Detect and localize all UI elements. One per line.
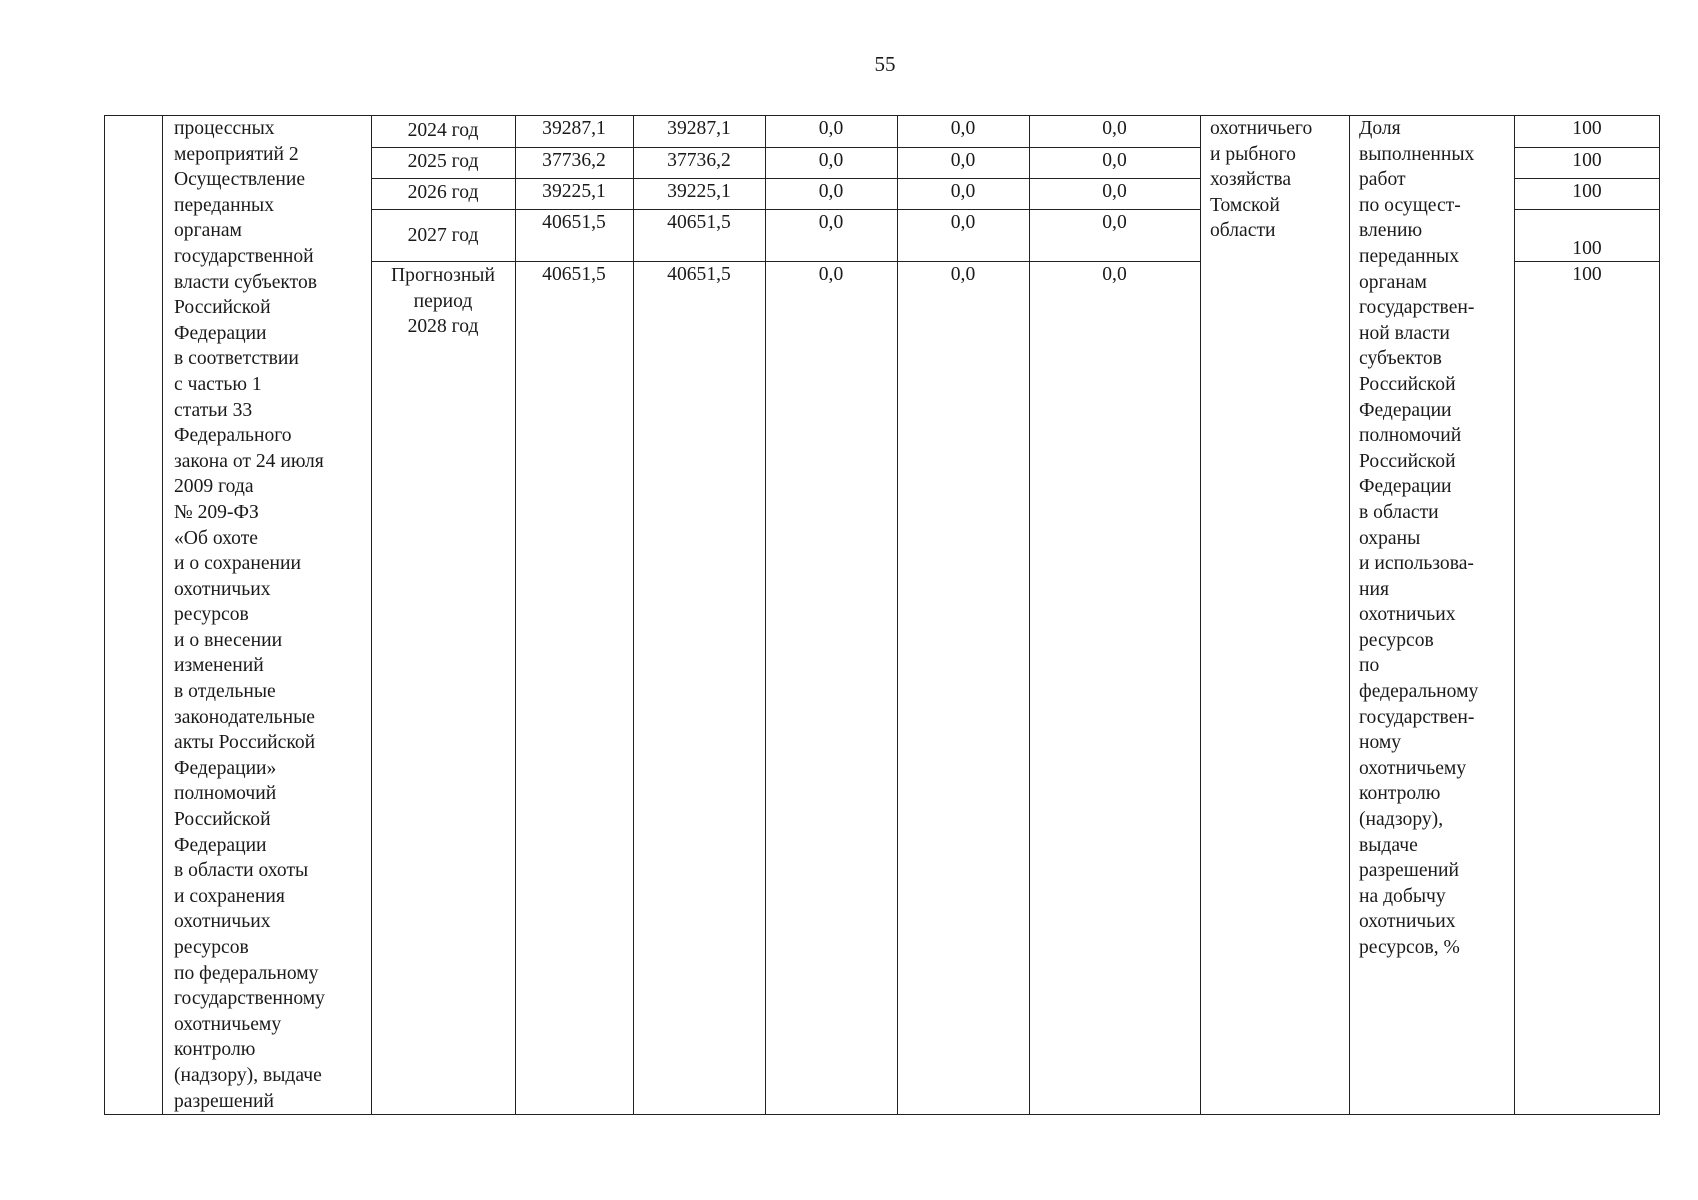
event-description-line: Федерации [174,322,267,344]
event-description-line: по федеральному [174,962,319,984]
event-description-line: закона от 24 июля [174,450,324,472]
event-description-line: Федерального [174,425,292,447]
budget-cell: 37736,2 [667,150,731,171]
budget-cell: 0,0 [1102,150,1127,171]
event-description-line: мероприятий 2 [174,143,299,165]
event-description-line: и о сохранении [174,553,302,575]
indicator-line: охраны [1359,527,1421,549]
event-description-line: Федерации» [174,757,277,779]
indicator-line: в области [1359,501,1439,523]
target-value-cell: 100 [1572,150,1602,171]
event-description-line: № 209-ФЗ [174,501,259,523]
indicator-line: и использова- [1359,553,1474,575]
column-divider [1349,115,1350,1115]
budget-cell: 0,0 [818,181,844,202]
total-cell: 40651,5 [542,212,606,233]
indicator-line: по осущест- [1359,194,1461,216]
event-description-line: статьи 33 [174,399,253,421]
budget-cell: 39287,1 [667,118,731,139]
indicator-line: по [1359,655,1380,677]
executor-line: Томской [1210,194,1280,216]
budget-cell: 0,0 [818,118,844,139]
event-description-line: (надзору), выдаче [174,1064,322,1086]
period-forecast-cell [371,263,515,340]
target-value-cell: 100 [1572,118,1602,139]
target-value-cell: 100 [1572,264,1602,285]
event-description-line: в области охоты [174,860,309,882]
event-description-line: государственному [174,988,325,1010]
indicator-line: работ [1359,169,1406,191]
executor-line: хозяйства [1210,169,1292,191]
indicator-line: Доля [1359,118,1401,139]
event-description-line: процессных [174,118,275,139]
indicator-line: федеральному [1359,681,1479,703]
budget-cell: 0,0 [950,212,976,233]
event-description-line: ресурсов [174,604,249,626]
event-description-line: Российской [174,297,271,319]
indicator-line: ния [1359,578,1389,600]
budget-cell: 0,0 [950,181,976,202]
event-description-line: «Об охоте [174,527,258,549]
indicator-line: государствен- [1359,297,1475,319]
indicator-line: выдаче [1359,834,1418,856]
indicator-line: (надзору), [1359,809,1444,831]
event-description-line: в отдельные [174,681,276,703]
event-description-line: охотничьих [174,578,271,600]
budget-cell: 40651,5 [667,264,731,285]
event-description-line: охотничьему [174,1013,282,1035]
indicator-line: выполненных [1359,143,1475,165]
indicator-line: охотничьему [1359,757,1467,779]
executor-cell [1210,116,1312,244]
total-cell: 37736,2 [542,150,606,171]
indicator-line: охотничьих [1359,911,1456,933]
event-description-line: органам [174,220,242,242]
indicator-line: органам [1359,271,1427,293]
period-forecast-line: период [413,290,473,312]
indicator-line: контролю [1359,783,1441,805]
event-description-line: и сохранения [174,885,285,907]
event-description-line: Российской [174,809,271,831]
budget-cell: 0,0 [950,118,976,139]
total-cell: 39287,1 [542,118,606,139]
indicator-line: ной власти [1359,322,1450,344]
indicator-line: на добычу [1359,885,1446,907]
budget-cell: 39225,1 [667,181,731,202]
event-description-line: переданных [174,194,275,216]
indicator-line: Российской [1359,450,1456,472]
indicator-line: Федерации [1359,476,1452,498]
target-value-cell: 100 [1572,181,1602,202]
period-forecast-line: 2028 год [407,316,479,338]
budget-cell: 0,0 [818,264,844,285]
event-description-line: изменений [174,655,264,677]
indicator-line: Федерации [1359,399,1452,421]
budget-cell: 0,0 [1102,212,1127,233]
budget-cell: 0,0 [818,150,844,171]
period-cell: 2027 год [407,225,479,246]
total-cell: 39225,1 [542,181,606,202]
period-cell: 2024 год [407,120,479,141]
indicator-cell [1359,116,1478,961]
event-description-line: государственной [174,245,314,267]
executor-line: области [1210,220,1276,242]
target-value-cell: 100 [1572,238,1602,259]
indicator-line: полномочий [1359,425,1462,447]
indicator-line: ному [1359,732,1402,754]
indicator-line: переданных [1359,245,1460,267]
executor-line: и рыбного [1210,143,1296,165]
indicator-line: разрешений [1359,860,1459,882]
event-description-line: разрешений [174,1090,274,1112]
budget-cell: 0,0 [1102,181,1127,202]
period-forecast-line: Прогнозный [391,265,495,286]
event-description-line: полномочий [174,783,277,805]
period-cell: 2026 год [407,182,479,203]
indicator-line: влению [1359,220,1423,242]
event-description-line: контролю [174,1039,256,1061]
indicator-line: охотничьих [1359,604,1456,626]
indicator-line: ресурсов [1359,629,1434,651]
row-divider [1514,209,1660,210]
event-description-line: власти субъектов [174,271,318,293]
event-description-line: и о внесении [174,629,283,651]
budget-cell: 0,0 [818,212,844,233]
budget-cell: 0,0 [950,264,976,285]
indicator-line: государствен- [1359,706,1475,728]
executor-line: охотничьего [1210,118,1313,139]
budget-cell: 0,0 [1102,264,1127,285]
event-description-line: 2009 года [174,476,254,498]
event-description-line: акты Российской [174,732,316,754]
event-description-line: Осуществление [174,169,306,191]
event-description-line: охотничьих [174,911,271,933]
column-divider [1200,115,1201,1115]
indicator-line: Российской [1359,373,1456,395]
period-cell: 2025 год [407,151,479,172]
page-number: 55 [874,52,896,76]
indicator-line: субъектов [1359,348,1442,370]
event-description-line: законодательные [174,706,315,728]
total-cell: 40651,5 [542,264,606,285]
event-description-line: в соответствии [174,348,299,370]
event-description-line: ресурсов [174,937,249,958]
indicator-line: ресурсов, % [1359,937,1460,958]
budget-cell: 0,0 [950,150,976,171]
event-description-line: с частью 1 [174,373,262,395]
event-description [174,116,325,1114]
budget-cell: 40651,5 [667,212,731,233]
column-divider [162,115,163,1115]
budget-cell: 0,0 [1102,118,1127,139]
event-description-line: Федерации [174,834,267,856]
